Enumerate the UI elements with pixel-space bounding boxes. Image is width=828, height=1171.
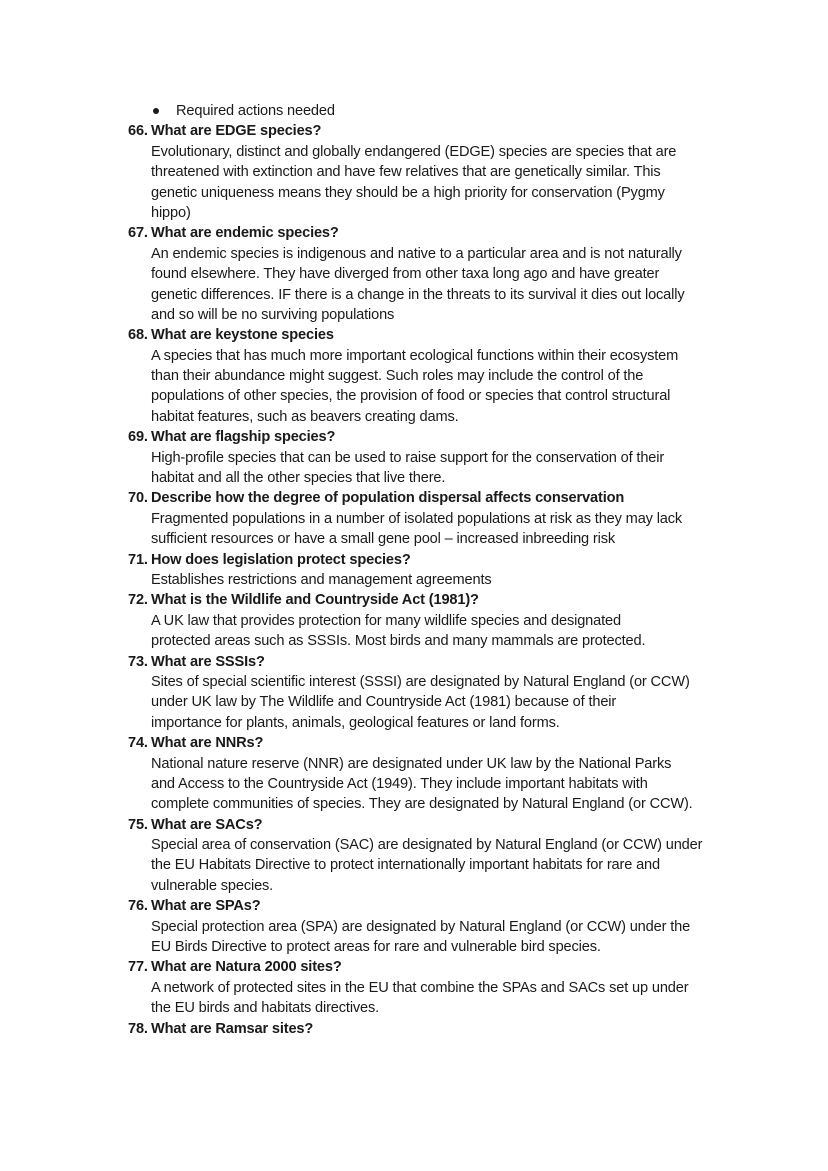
question-number: 74.	[128, 735, 148, 752]
question-number: 75.	[128, 816, 148, 833]
question-heading	[0, 896, 828, 916]
answer-line: High-profile species that can be used to raise support for the conservation of their	[151, 449, 665, 466]
answer-line: genetic differences. IF there is a change in the threats to its survival it dies out locally	[151, 286, 685, 303]
qa-item	[0, 325, 828, 427]
question-heading	[0, 223, 828, 243]
answer-line: Special area of conservation (SAC) are designated by Natural England (or CCW) under	[151, 837, 703, 854]
answer-line: under UK law by The Wildlife and Countryside Act (1981) because of their	[151, 694, 617, 711]
answer-line: An endemic species is indigenous and native to a particular area and is not naturally	[151, 245, 682, 262]
question-number: 73.	[128, 653, 148, 670]
answer-line: Evolutionary, distinct and globally endangered (EDGE) species are species that are	[151, 143, 677, 160]
answer-line: EU Birds Directive to protect areas for rare and vulnerable bird species.	[151, 939, 601, 956]
answer-line: A species that has much more important ecological functions within their ecosystem	[151, 347, 679, 364]
qa-item	[0, 733, 828, 815]
question-heading	[0, 1019, 828, 1039]
question-heading	[0, 733, 828, 753]
qa-item	[0, 815, 828, 897]
answer-line: threatened with extinction and have few relatives that are genetically similar. This	[151, 164, 661, 181]
answer-line: the EU birds and habitats directives.	[151, 1000, 380, 1017]
bullet-item	[0, 101, 828, 121]
answer-line: habitat features, such as beavers creating dams.	[151, 408, 459, 425]
question-number: 72.	[128, 592, 148, 609]
answer-line: hippo)	[151, 204, 191, 221]
document-page	[0, 101, 828, 1039]
question-number: 67.	[128, 225, 148, 242]
question-text: What are endemic species?	[151, 225, 339, 242]
question-text: What are keystone species	[151, 327, 334, 344]
qa-item	[0, 488, 828, 549]
answer-line: genetic uniqueness means they should be a high priority for conservation (Pygmy	[151, 184, 665, 201]
answer-line: complete communities of species. They are designated by Natural England (or CCW).	[151, 796, 693, 813]
qa-item	[0, 957, 828, 1018]
question-number: 77.	[128, 959, 148, 976]
answer-line: Fragmented populations in a number of isolated populations at risk as they may lack	[151, 510, 683, 527]
qa-item	[0, 427, 828, 488]
qa-item	[0, 1019, 828, 1039]
answer-line: and Access to the Countryside Act (1949). They include important habitats with	[151, 775, 648, 792]
question-number: 76.	[128, 898, 148, 915]
question-number: 71.	[128, 551, 148, 568]
answer-line: habitat and all the other species that live there.	[151, 470, 446, 487]
answer-line: importance for plants, animals, geological features or land forms.	[151, 714, 560, 731]
answer-line: Special protection area (SPA) are designated by Natural England (or CCW) under the	[151, 918, 691, 935]
question-text: What are SPAs?	[151, 898, 261, 915]
qa-item	[0, 223, 828, 325]
answer-line: National nature reserve (NNR) are designated under UK law by the National Parks	[151, 755, 672, 772]
qa-item	[0, 121, 828, 223]
answer-line: populations of other species, the provision of food or species that control structural	[151, 388, 671, 405]
question-text: What are Natura 2000 sites?	[151, 959, 342, 976]
answer-line: found elsewhere. They have diverged from other taxa long ago and have greater	[151, 266, 660, 283]
qa-item	[0, 652, 828, 734]
bullet-icon	[153, 108, 159, 114]
bullet-text: Required actions needed	[176, 103, 335, 119]
answer-line: A network of protected sites in the EU that combine the SPAs and SACs set up under	[151, 979, 689, 996]
answer-line: sufficient resources or have a small gene pool – increased inbreeding risk	[151, 531, 616, 548]
question-text: What are Ramsar sites?	[151, 1020, 314, 1037]
question-text: What is the Wildlife and Countryside Act (1981)?	[151, 592, 479, 609]
question-number: 69.	[128, 429, 148, 446]
question-number: 68.	[128, 327, 148, 344]
answer-line: and so will be no surviving populations	[151, 306, 395, 323]
question-heading	[0, 325, 828, 345]
answer-line: A UK law that provides protection for many wildlife species and designated	[151, 612, 621, 629]
question-heading	[0, 550, 828, 570]
question-text: What are flagship species?	[151, 429, 336, 446]
answer-line: than their abundance might suggest. Such roles may include the control of the	[151, 368, 644, 385]
qa-item	[0, 550, 828, 591]
answer-line: Sites of special scientific interest (SSSI) are designated by Natural England (or CCW)	[151, 673, 690, 690]
question-heading	[0, 815, 828, 835]
question-heading	[0, 488, 828, 508]
question-heading	[0, 121, 828, 141]
answer-line: protected areas such as SSSIs. Most birds and many mammals are protected.	[151, 633, 646, 650]
question-heading	[0, 590, 828, 610]
question-text: How does legislation protect species?	[151, 551, 411, 568]
answer-line: vulnerable species.	[151, 877, 274, 894]
qa-list	[0, 121, 828, 1039]
question-text: What are SSSIs?	[151, 653, 265, 670]
question-text: What are EDGE species?	[151, 123, 322, 140]
question-text: What are SACs?	[151, 816, 263, 833]
answer-line: Establishes restrictions and management agreements	[151, 571, 492, 588]
question-number: 78.	[128, 1020, 148, 1037]
question-heading	[0, 957, 828, 977]
qa-item	[0, 590, 828, 651]
answer-line: the EU Habitats Directive to protect internationally important habitats for rare and	[151, 857, 660, 874]
question-text: Describe how the degree of population dispersal affects conservation	[151, 490, 625, 507]
question-heading	[0, 652, 828, 672]
question-number: 66.	[128, 123, 148, 140]
question-heading	[0, 427, 828, 447]
question-text: What are NNRs?	[151, 735, 264, 752]
question-number: 70.	[128, 490, 148, 507]
qa-item	[0, 896, 828, 957]
